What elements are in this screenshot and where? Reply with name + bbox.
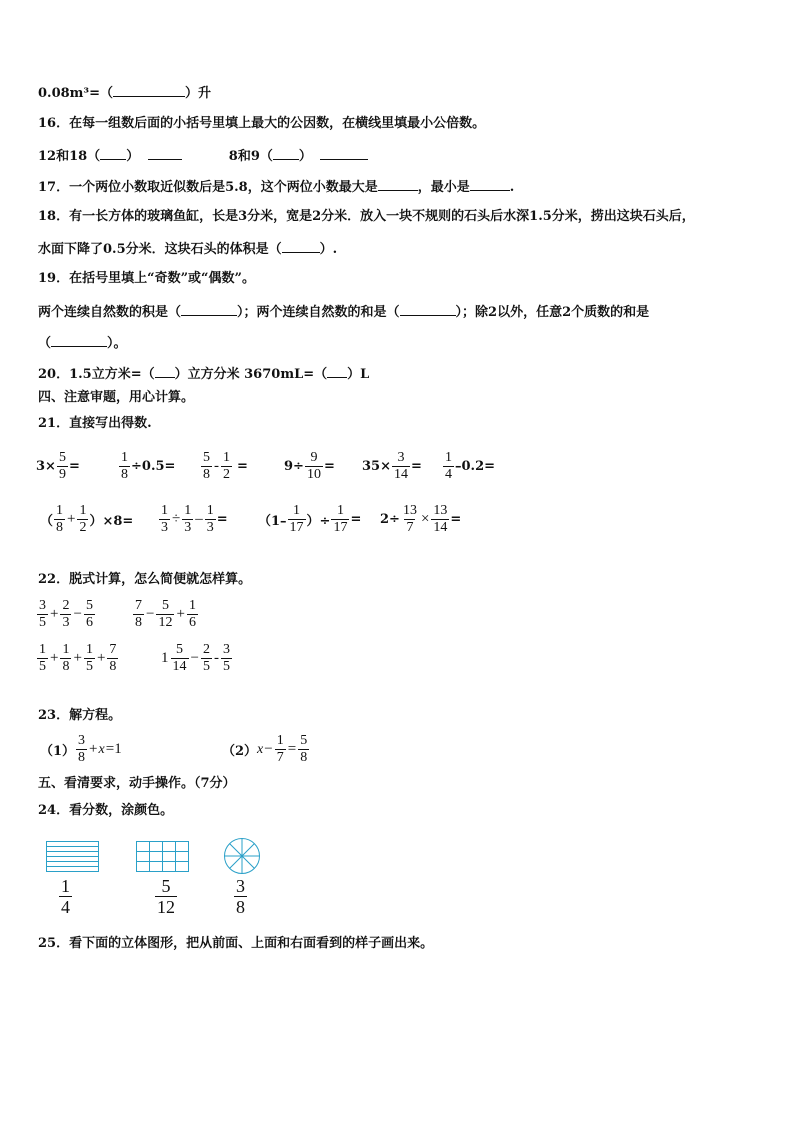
fraction: $\frac{1}{3}$ bbox=[161, 503, 168, 535]
rectangle-grid-figure[interactable] bbox=[136, 841, 190, 873]
rectangle-strips-figure[interactable] bbox=[46, 841, 100, 873]
answer-blank[interactable] bbox=[273, 147, 299, 160]
fraction: $\frac{13}{14}$ bbox=[433, 503, 448, 535]
q21-expr-2: $\frac{1}{8}$ ÷0.5= bbox=[121, 450, 176, 482]
fraction: $\frac{1}{8}$ bbox=[62, 642, 70, 674]
fraction: $\frac{1}{8}$ bbox=[121, 450, 128, 482]
answer-blank[interactable] bbox=[282, 240, 320, 253]
q21-expr-6: $\frac{1}{4}$ –0.2= bbox=[445, 450, 496, 482]
q22-expr-2: $\frac{7}{8}$ − $\frac{5}{12}$ + $\frac{1}{6}$ bbox=[135, 598, 196, 630]
answer-blank[interactable] bbox=[100, 147, 126, 160]
answer-blank[interactable] bbox=[327, 365, 347, 378]
q21-expr-7: （ $\frac{1}{8}$ + $\frac{1}{2}$ ）×8= bbox=[40, 503, 134, 535]
q23-title: 23．解方程。 bbox=[38, 708, 122, 723]
fraction: $\frac{5}{14}$ bbox=[172, 642, 187, 674]
q21-expr-3: $\frac{5}{8}$ - $\frac{1}{2}$ = bbox=[203, 450, 248, 482]
q22-expr-3: $\frac{1}{5}$ + $\frac{1}{8}$ + $\frac{1}{5}$ + $\frac{7}{8}$ bbox=[39, 642, 117, 674]
q16-row: 12和18（ ） 8和9（ ） bbox=[38, 147, 368, 165]
section-5-heading: 五、看清要求，动手操作。（7分） bbox=[38, 776, 236, 791]
fraction: $\frac{5}{6}$ bbox=[85, 598, 93, 630]
circle-sectors-figure[interactable] bbox=[222, 836, 262, 876]
q22-expr-4: 1 $\frac{5}{14}$ − $\frac{2}{5}$ - $\frac{3}{5}$ bbox=[161, 642, 230, 674]
figure-2-fraction: $\frac{5}{12}$ bbox=[157, 876, 175, 917]
fraction: $\frac{3}{8}$ bbox=[78, 733, 86, 765]
fraction: $\frac{3}{5}$ bbox=[222, 642, 230, 674]
fraction: $\frac{1}{3}$ bbox=[184, 503, 192, 535]
fraction: $\frac{1}{17}$ bbox=[333, 503, 348, 535]
q17: 17．一个两位小数取近似数后是5.8，这个两位小数最大是 ，最小是 . bbox=[38, 180, 515, 195]
fraction: $\frac{1}{3}$ bbox=[206, 503, 214, 535]
answer-blank[interactable] bbox=[113, 84, 185, 97]
fraction: $\frac{2}{5}$ bbox=[202, 642, 210, 674]
answer-blank[interactable] bbox=[155, 365, 175, 378]
q21-title: 21．直接写出得数. bbox=[38, 416, 152, 431]
q20: 20．1.5立方米=（ ）立方分米 3670mL=（ ）L bbox=[38, 367, 370, 382]
q22-expr-1: $\frac{3}{5}$ + $\frac{2}{3}$ − $\frac{5}{6}$ bbox=[39, 598, 93, 630]
fraction: $\frac{1}{2}$ bbox=[79, 503, 87, 535]
fraction: $\frac{5}{9}$ bbox=[58, 450, 66, 482]
q25-title: 25．看下面的立体图形，把从前面、上面和右面看到的样子画出来。 bbox=[38, 936, 434, 951]
q19-line1: 两个连续自然数的积是（ ）；两个连续自然数的和是（ ）；除2以外，任意2个质数的和是 bbox=[38, 305, 650, 320]
fraction: $\frac{1}{7}$ bbox=[276, 733, 284, 765]
q23-equation-1: （1） $\frac{3}{8}$ + x =1 bbox=[40, 733, 122, 765]
answer-blank[interactable] bbox=[320, 147, 368, 160]
figure-1-fraction: $\frac{1}{4}$ bbox=[61, 876, 70, 917]
fraction: $\frac{1}{8}$ bbox=[56, 503, 64, 535]
fraction: $\frac{3}{5}$ bbox=[39, 598, 46, 630]
fraction: $\frac{13}{7}$ bbox=[402, 503, 417, 535]
answer-blank[interactable] bbox=[181, 303, 237, 316]
fraction: $\frac{1}{4}$ bbox=[445, 450, 452, 482]
q21-expr-1: 3× $\frac{5}{9}$ = bbox=[36, 450, 80, 482]
q21-expr-9: （1– $\frac{1}{17}$ ）÷ $\frac{1}{17}$ = bbox=[258, 503, 362, 535]
q23-equation-2: （2） x − $\frac{1}{7}$ = $\frac{5}{8}$ bbox=[222, 733, 308, 765]
answer-blank[interactable] bbox=[400, 303, 456, 316]
section-4-heading: 四、注意审题，用心计算。 bbox=[38, 390, 195, 405]
fraction: $\frac{1}{2}$ bbox=[223, 450, 230, 482]
fraction: $\frac{5}{12}$ bbox=[158, 598, 173, 630]
fraction: $\frac{1}{6}$ bbox=[188, 598, 196, 630]
answer-blank[interactable] bbox=[148, 147, 182, 160]
q22-title: 22．脱式计算，怎么简便就怎样算。 bbox=[38, 572, 252, 587]
fraction: $\frac{7}{8}$ bbox=[109, 642, 117, 674]
q18-line1: 18．有一长方体的玻璃鱼缸，长是3分米，宽是2分米．放入一块不规则的石头后水深1.5分米，捞出这块石头后， bbox=[38, 209, 695, 224]
q19-title: 19．在括号里填上“奇数”或“偶数”。 bbox=[38, 271, 256, 286]
fraction: $\frac{5}{8}$ bbox=[203, 450, 210, 482]
q24-title: 24．看分数，涂颜色。 bbox=[38, 803, 174, 818]
answer-blank[interactable] bbox=[470, 178, 510, 191]
q21-expr-8: $\frac{1}{3}$ ÷ $\frac{1}{3}$ – $\frac{1}{3}$ = bbox=[161, 503, 228, 535]
q21-expr-4: 9÷ $\frac{9}{10}$ = bbox=[284, 450, 335, 482]
q15-tail: 0.08m³=（ ）升 bbox=[38, 86, 212, 101]
q16-title: 16．在每一组数后面的小括号里填上最大的公因数，在横线里填最小公倍数。 bbox=[38, 116, 486, 131]
q18-line2: 水面下降了0.5分米．这块石头的体积是（ ）. bbox=[38, 242, 338, 257]
fraction: $\frac{1}{5}$ bbox=[39, 642, 46, 674]
q19-line2: （ ）。 bbox=[38, 336, 127, 351]
answer-blank[interactable] bbox=[378, 178, 418, 191]
fraction: $\frac{9}{10}$ bbox=[306, 450, 321, 482]
fraction: $\frac{5}{8}$ bbox=[300, 733, 308, 765]
figure-3-fraction: $\frac{3}{8}$ bbox=[236, 876, 245, 917]
fraction: $\frac{2}{3}$ bbox=[62, 598, 70, 630]
answer-blank[interactable] bbox=[51, 334, 107, 347]
fraction: $\frac{3}{14}$ bbox=[393, 450, 408, 482]
fraction: $\frac{1}{17}$ bbox=[289, 503, 304, 535]
q21-expr-10: 2÷ $\frac{13}{7}$ × $\frac{13}{14}$ = bbox=[380, 503, 462, 535]
q21-expr-5: 35× $\frac{3}{14}$ = bbox=[362, 450, 422, 482]
fraction: $\frac{1}{5}$ bbox=[85, 642, 93, 674]
fraction: $\frac{7}{8}$ bbox=[135, 598, 142, 630]
